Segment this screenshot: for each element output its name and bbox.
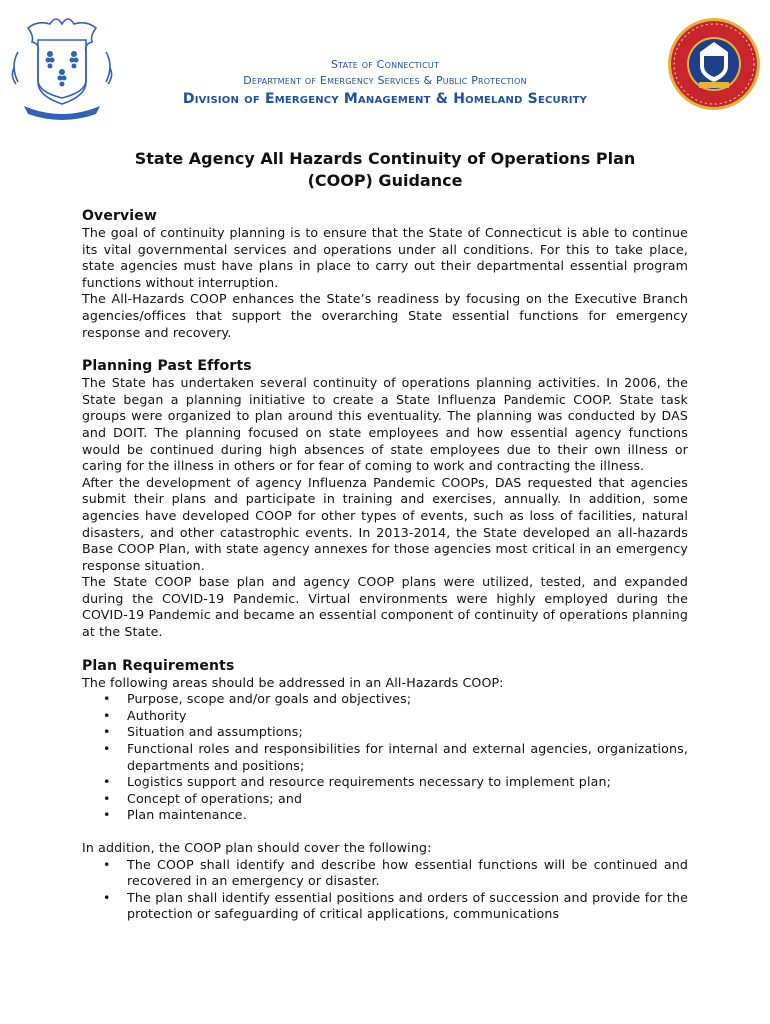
requirements-list [82,691,688,824]
title-line-2: (COOP) Guidance [307,171,463,190]
past-efforts-paragraph: The State COOP base plan and agency COOP plans were utilized, tested, and expanded during the COVID-19 Pandemic. Virtual environments were highly employed during the COVID-19 Pandemic and became an essential component of continuity of operations planning at the State. [82,574,688,640]
overview-heading: Overview [82,208,157,224]
spacer [82,824,688,840]
requirements-intro: The following areas should be addressed in an All-Hazards COOP: [82,674,504,690]
letterhead-division: Division of Emergency Management & Homeland Security [182,91,588,107]
list-item: • Situation and assumptions; [82,724,688,741]
title-line-1: State Agency All Hazards Continuity of Operations Plan [134,149,636,168]
list-item: • Plan maintenance. [82,807,688,824]
list-item: • Concept of operations; and [82,791,688,808]
addition-list [82,857,688,923]
overview-section [82,207,688,341]
past-efforts-heading: Planning Past Efforts [82,358,252,375]
document-body [82,207,688,923]
list-item: • Logistics support and resource requirements necessary to implement plan; [82,774,688,791]
overview-paragraph: The goal of continuity planning is to ensure that the State of Connecticut is able to continue its vital governmental services and operations under all conditions. For this to take place, state agencies must have plans in place to carry out their departmental essential program functions without interruption. [82,225,688,290]
list-item: • The plan shall identify essential positions and orders of succession and provide for the protection or safeguarding of critical applications, communications [82,890,688,923]
overview-paragraph: The All-Hazards COOP enhances the State’s readiness by focusing on the Executive Branch agencies/offices that support the overarching State essential functions for emergency response and recovery. [82,291,688,340]
list-item: • Authority [82,708,688,725]
requirements-section [82,657,688,923]
list-item: • Functional roles and responsibilities for internal and external agencies, organizations, departments and positions; [82,741,688,774]
past-efforts-section [82,357,688,641]
addition-intro: In addition, the COOP plan should cover the following: [82,840,432,855]
list-item: • Purpose, scope and/or goals and objectives; [82,691,688,708]
letterhead-department: Department of Emergency Services & Public Protection [243,74,527,87]
list-item: • The COOP shall identify and describe how essential functions will be continued and recovered in an emergency or disaster. [82,857,688,890]
past-efforts-paragraph: After the development of agency Influenza Pandemic COOPs, DAS requested that agencies submit their plans and participate in training and exercises, annually. In addition, some agencies have developed COOP for other types of events, such as loss of facilities, natural disasters, and other catastrophic events. In 2013-2014, the State developed an all-hazards Base COOP Plan, with state agency annexes for those agencies most critical in an emergency response situation. [82,474,688,573]
requirements-heading: Plan Requirements [82,657,235,674]
letterhead-state: State of Connecticut [330,58,440,71]
document-title [60,148,710,192]
past-efforts-paragraph: The State has undertaken several continuity of operations planning activities. In 2006, the State began a planning initiative to create a State Influenza Pandemic COOP. State task groups were organized to plan around this eventuality. The planning was conducted by DAS and DOIT. The planning focused on state employees and how essential agency functions would be continued during high absences of state employees due to their own illness or caring for the illness in others or for fear of coming to work and contracting the illness. [82,375,688,474]
